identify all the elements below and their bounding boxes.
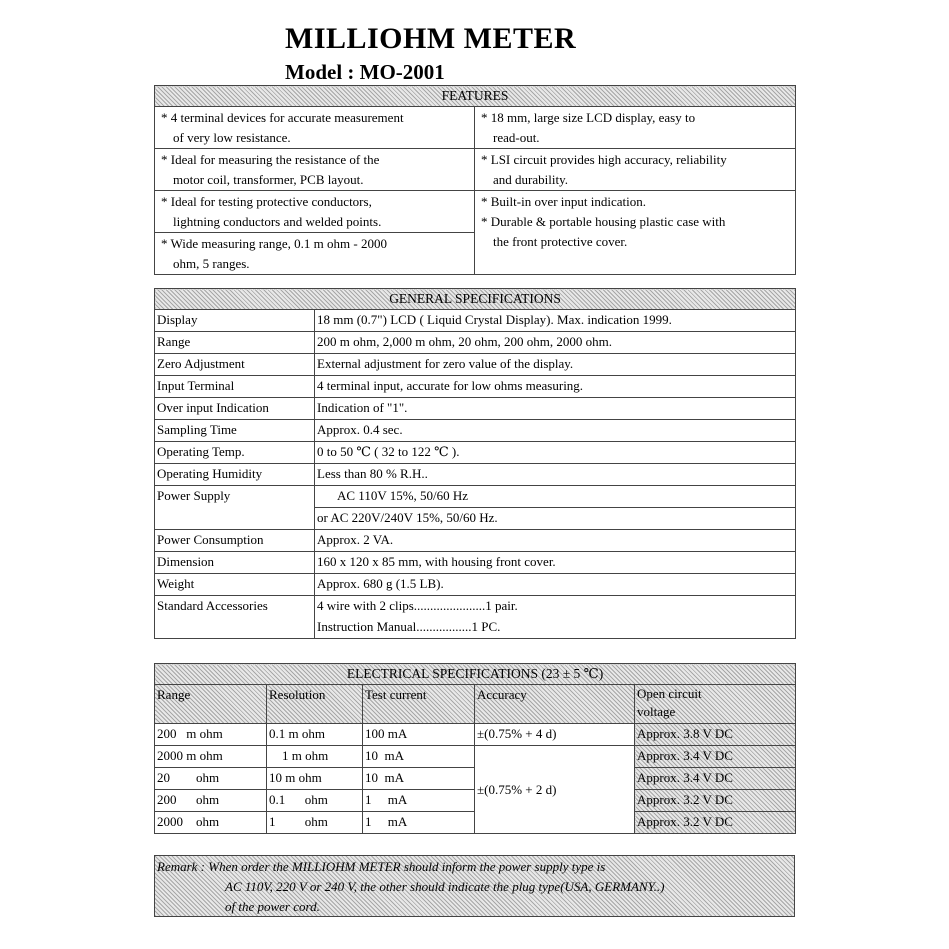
column-header: Test current <box>363 685 475 724</box>
features-table <box>154 85 796 275</box>
spec-label: Input Terminal <box>155 376 315 398</box>
spec-value: or AC 220V/240V 15%, 50/60 Hz. <box>315 508 796 530</box>
remark-line: Remark : When order the MILLIOHM METER should inform the power supply type is <box>157 859 606 874</box>
spec-value: Less than 80 % R.H.. <box>315 464 796 486</box>
spec-value: Indication of "1". <box>315 398 796 420</box>
spec-value: 4 terminal input, accurate for low ohms measuring. <box>315 376 796 398</box>
column-header: Resolution <box>267 685 363 724</box>
table-row: 2000 ohm 1 ohm 1 mA Approx. 3.2 V DC <box>155 812 796 834</box>
spec-row <box>155 464 796 486</box>
features-heading: FEATURES <box>155 86 796 107</box>
spec-label: Weight <box>155 574 315 596</box>
spec-row <box>155 574 796 596</box>
spec-value: External adjustment for zero value of the display. <box>315 354 796 376</box>
spec-value: 200 m ohm, 2,000 m ohm, 20 ohm, 200 ohm, 2000 ohm. <box>315 332 796 354</box>
electrical-specs-table <box>154 663 796 834</box>
column-header: Open circuit voltage <box>635 685 796 724</box>
spec-label: Operating Temp. <box>155 442 315 464</box>
spec-label: Display <box>155 310 315 332</box>
general-specs-table <box>154 288 796 639</box>
spec-row <box>155 398 796 420</box>
spec-row <box>155 354 796 376</box>
spec-label: Power Consumption <box>155 530 315 552</box>
spec-row <box>155 420 796 442</box>
accuracy-cell: ±(0.75% + 4 d) <box>475 724 635 746</box>
spec-label: Range <box>155 332 315 354</box>
spec-value: Instruction Manual.................1 PC. <box>315 617 796 639</box>
column-header: Accuracy <box>475 685 635 724</box>
spec-value: 18 mm (0.7") LCD ( Liquid Crystal Display). Max. indication 1999. <box>315 310 796 332</box>
model-number: Model : MO-2001 <box>285 60 445 84</box>
feature-item: * 18 mm, large size LCD display, easy to read-out. <box>475 107 796 149</box>
table-row: 20 ohm 10 m ohm 10 mA Approx. 3.4 V DC <box>155 768 796 790</box>
spec-value: 160 x 120 x 85 mm, with housing front cover. <box>315 552 796 574</box>
general-specs-heading: GENERAL SPECIFICATIONS <box>155 289 796 310</box>
spec-value: AC 110V 15%, 50/60 Hz <box>315 486 796 508</box>
column-header: Range <box>155 685 267 724</box>
spec-label: Dimension <box>155 552 315 574</box>
feature-item: * 4 terminal devices for accurate measurement of very low resistance. <box>155 107 475 149</box>
spec-row <box>155 310 796 332</box>
table-row: 200 m ohm 0.1 m ohm 100 mA ±(0.75% + 4 d) Approx. 3.8 V DC <box>155 724 796 746</box>
spec-label: Over input Indication <box>155 398 315 420</box>
spec-row <box>155 486 796 508</box>
page-title: MILLIOHM METER <box>285 22 577 55</box>
spec-label: Sampling Time <box>155 420 315 442</box>
spec-row <box>155 332 796 354</box>
spec-row <box>155 596 796 618</box>
feature-item: * LSI circuit provides high accuracy, reliability and durability. <box>475 149 796 191</box>
spec-row <box>155 442 796 464</box>
remark-line: AC 110V, 220 V or 240 V, the other should indicate the plug type(USA, GERMANY..) <box>225 879 665 894</box>
spec-row <box>155 552 796 574</box>
spec-row <box>155 530 796 552</box>
feature-item: * Ideal for measuring the resistance of the motor coil, transformer, PCB layout. <box>155 149 475 191</box>
accuracy-cell: ±(0.75% + 2 d) <box>475 746 635 834</box>
spec-value: 4 wire with 2 clips......................1 pair. <box>315 596 796 618</box>
spec-label: Standard Accessories <box>155 596 315 639</box>
feature-item: * Ideal for testing protective conductors, lightning conductors and welded points. <box>155 191 475 233</box>
feature-item: * Wide measuring range, 0.1 m ohm - 2000 ohm, 5 ranges. <box>155 233 475 275</box>
spec-label: Zero Adjustment <box>155 354 315 376</box>
spec-value: Approx. 2 VA. <box>315 530 796 552</box>
spec-value: Approx. 0.4 sec. <box>315 420 796 442</box>
electrical-specs-heading: ELECTRICAL SPECIFICATIONS (23 ± 5 ℃) <box>155 664 796 685</box>
table-row: 2000 m ohm 1 m ohm 10 mA ±(0.75% + 2 d) Approx. 3.4 V DC <box>155 746 796 768</box>
spec-label: Power Supply <box>155 486 315 530</box>
feature-item: * Built-in over input indication. * Durable & portable housing plastic case with the front protective cover. <box>475 191 796 275</box>
table-row: 200 ohm 0.1 ohm 1 mA Approx. 3.2 V DC <box>155 790 796 812</box>
remark-box <box>154 855 795 917</box>
spec-value: Approx. 680 g (1.5 LB). <box>315 574 796 596</box>
remark-line: of the power cord. <box>225 899 320 914</box>
spec-row <box>155 376 796 398</box>
spec-value: 0 to 50 ℃ ( 32 to 122 ℃ ). <box>315 442 796 464</box>
spec-label: Operating Humidity <box>155 464 315 486</box>
